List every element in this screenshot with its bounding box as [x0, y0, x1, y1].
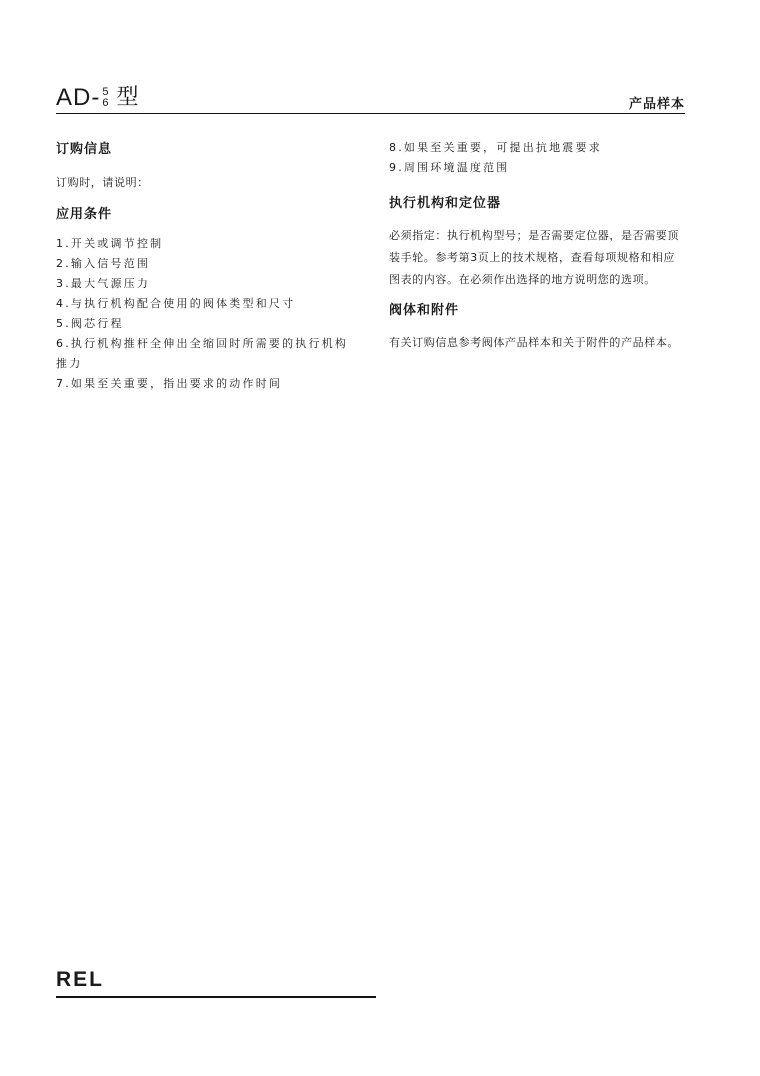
valve-body-accessories-text: 有关订购信息参考阀体产品样本和关于附件的产品样本。 [389, 336, 679, 349]
left-column [56, 138, 352, 394]
page-footer [56, 968, 376, 998]
list-item: 7.如果至关重要，指出要求的动作时间 [56, 377, 283, 390]
list-item: 1.开关或调节控制 [56, 237, 164, 250]
footer-rule [56, 996, 376, 998]
ordering-intro: 订购时，请说明： [56, 176, 149, 189]
ordering-info-heading: 订购信息 [56, 142, 113, 157]
model-prefix: AD- [56, 84, 101, 111]
application-conditions-heading: 应用条件 [56, 207, 113, 222]
model-fraction [102, 87, 108, 109]
list-item: 8.如果至关重要，可提出抗地震要求 [389, 141, 602, 154]
list-item: 9.周围环境温度范围 [389, 161, 510, 174]
actuator-positioner-text: 必须指定：执行机构型号；是否需要定位器，是否需要顶装手轮。参考第3页上的技术规格，查看每项规格和相应图表的内容。在必须作出选择的地方说明您的选项。 [389, 229, 679, 286]
model-fraction-bottom: 6 [102, 97, 109, 109]
conditions-list [56, 234, 352, 394]
list-item: 3.最大气源压力 [56, 277, 151, 290]
right-column [389, 138, 685, 354]
conditions-list-continued [389, 138, 685, 178]
model-fraction-top: 5 [102, 86, 109, 98]
catalog-label: 产品样本 [628, 97, 685, 112]
valve-body-accessories-heading: 阀体和附件 [389, 303, 460, 318]
list-item: 5.阀芯行程 [56, 317, 124, 330]
list-item: 4.与执行机构配合使用的阀体类型和尺寸 [56, 297, 296, 310]
list-item: 6.执行机构推杆全伸出全缩回时所需要的执行机构推力 [56, 337, 349, 370]
brand-logo: REL [56, 968, 104, 991]
model-suffix: 型 [116, 85, 139, 110]
page-header [56, 80, 685, 114]
header-rule [56, 113, 685, 115]
actuator-positioner-heading: 执行机构和定位器 [389, 196, 502, 211]
model-designation [56, 80, 138, 110]
list-item: 2.输入信号范围 [56, 257, 151, 270]
